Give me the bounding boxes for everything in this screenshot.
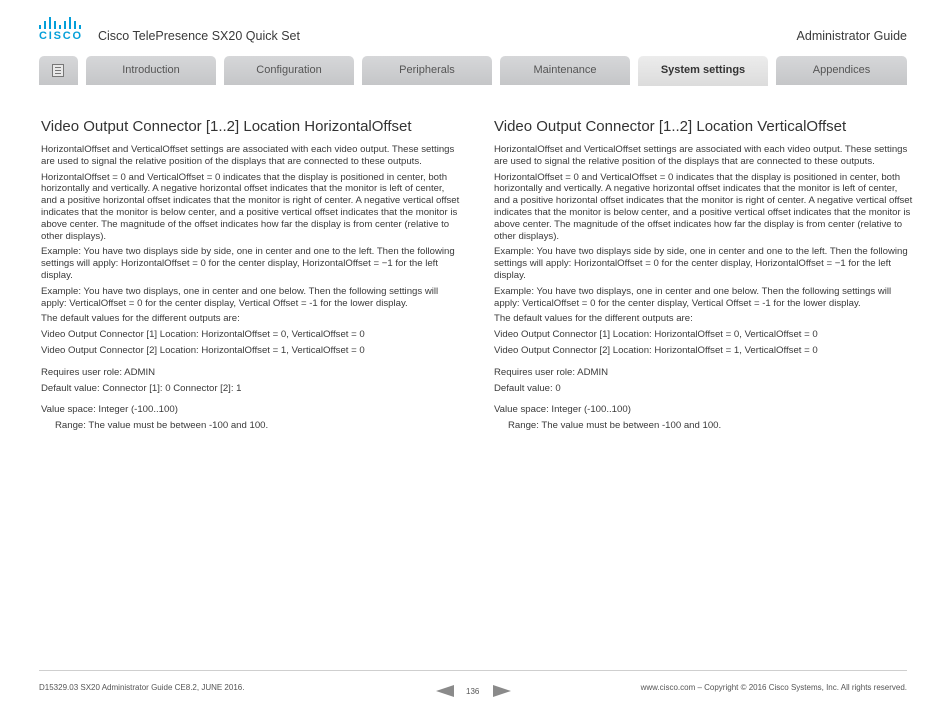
tab-system-settings[interactable]: System settings bbox=[638, 56, 768, 86]
paragraph: HorizontalOffset = 0 and VerticalOffset = 0 indicates that the display is positioned in center, both horizontally and vertically. A negative horizontal offset indicates that the monitor is left of center, and a positive horizontal offset indicates that the monitor is right of center. A negative vertical offset indicates that the monitor is below center, and a positive vertical offset indicates that the monitor is above center. The magnitude of the offset indicates how far the display is from center (relative to other displays). bbox=[494, 171, 913, 242]
tab-contents-home[interactable] bbox=[39, 56, 78, 85]
paragraph: The default values for the different outputs are: bbox=[494, 313, 693, 325]
horizontal-offset-section bbox=[41, 118, 461, 436]
paragraph: Video Output Connector [1] Location: HorizontalOffset = 0, VerticalOffset = 0 bbox=[494, 329, 818, 341]
previous-page-arrow-icon[interactable] bbox=[436, 685, 454, 697]
footer-copyright: www.cisco.com – Copyright © 2016 Cisco Systems, Inc. All rights reserved. bbox=[640, 683, 907, 692]
paragraph: Video Output Connector [2] Location: HorizontalOffset = 1, VerticalOffset = 0 bbox=[494, 344, 818, 356]
user-role: Requires user role: ADMIN bbox=[494, 366, 609, 378]
tab-appendices[interactable]: Appendices bbox=[776, 56, 907, 85]
document-list-icon bbox=[52, 64, 64, 77]
page-number: 136 bbox=[466, 687, 480, 696]
next-page-arrow-icon[interactable] bbox=[493, 685, 511, 697]
page-header bbox=[0, 0, 950, 52]
cisco-logo bbox=[39, 17, 83, 43]
paragraph: HorizontalOffset and VerticalOffset settings are associated with each video output. These settings are used to signal the relative position of the displays that are connected to these outputs. bbox=[494, 144, 908, 167]
paragraph: HorizontalOffset and VerticalOffset settings are associated with each video output. These settings are used to signal the relative position of the displays that are connected to these outputs. bbox=[41, 144, 455, 167]
value-space: Value space: Integer (-100..100) bbox=[494, 404, 631, 416]
vertical-offset-section bbox=[494, 118, 914, 436]
cisco-logo-bars-icon bbox=[39, 17, 83, 29]
section-title: Video Output Connector [1..2] Location VerticalOffset bbox=[494, 118, 847, 135]
footer-document-id: D15329.03 SX20 Administrator Guide CE8.2, JUNE 2016. bbox=[39, 683, 245, 692]
tab-maintenance[interactable]: Maintenance bbox=[500, 56, 630, 85]
default-value: Default value: 0 bbox=[494, 382, 561, 394]
paragraph: Video Output Connector [1] Location: HorizontalOffset = 0, VerticalOffset = 0 bbox=[41, 329, 365, 341]
section-tabs bbox=[39, 56, 907, 86]
user-role: Requires user role: ADMIN bbox=[41, 366, 156, 378]
footer-divider bbox=[39, 670, 907, 671]
value-space: Value space: Integer (-100..100) bbox=[41, 404, 178, 416]
section-title: Video Output Connector [1..2] Location HorizontalOffset bbox=[41, 118, 412, 135]
default-value: Default value: Connector [1]: 0 Connector [2]: 1 bbox=[41, 382, 242, 394]
paragraph: The default values for the different outputs are: bbox=[41, 313, 240, 325]
document-title: Cisco TelePresence SX20 Quick Set bbox=[98, 29, 300, 43]
value-range: Range: The value must be between -100 and 100. bbox=[508, 420, 722, 432]
paragraph: HorizontalOffset = 0 and VerticalOffset = 0 indicates that the display is positioned in center, both horizontally and vertically. A negative horizontal offset indicates that the monitor is left of center, and a positive horizontal offset indicates that the monitor is right of center. A negative vertical offset indicates that the monitor is below center, and a positive vertical offset indicates that the monitor is above center. The magnitude of the offset indicates how far the display is from center (relative to other displays). bbox=[41, 171, 460, 242]
tab-configuration[interactable]: Configuration bbox=[224, 56, 354, 85]
paragraph: Example: You have two displays, one in center and one below. Then the following settings will apply: VerticalOffset = 0 for the center display, Vertical Offset = -1 for the lower display. bbox=[494, 285, 892, 309]
paragraph: Example: You have two displays, one in center and one below. Then the following settings will apply: VerticalOffset = 0 for the center display, Vertical Offset = -1 for the lower display. bbox=[41, 285, 439, 309]
paragraph: Video Output Connector [2] Location: HorizontalOffset = 1, VerticalOffset = 0 bbox=[41, 344, 365, 356]
cisco-logo-text: CISCO bbox=[39, 30, 83, 42]
paragraph: Example: You have two displays side by side, one in center and one to the left. Then the following settings will apply: HorizontalOffset = 0 for the center display, HorizontalOffset = −1 for the left display. bbox=[494, 246, 908, 281]
paragraph: Example: You have two displays side by side, one in center and one to the left. Then the following settings will apply: HorizontalOffset = 0 for the center display, HorizontalOffset = −1 for the left display. bbox=[41, 246, 455, 281]
guide-title: Administrator Guide bbox=[796, 29, 907, 43]
value-range: Range: The value must be between -100 and 100. bbox=[55, 420, 269, 432]
tab-introduction[interactable]: Introduction bbox=[86, 56, 216, 85]
tab-peripherals[interactable]: Peripherals bbox=[362, 56, 492, 85]
